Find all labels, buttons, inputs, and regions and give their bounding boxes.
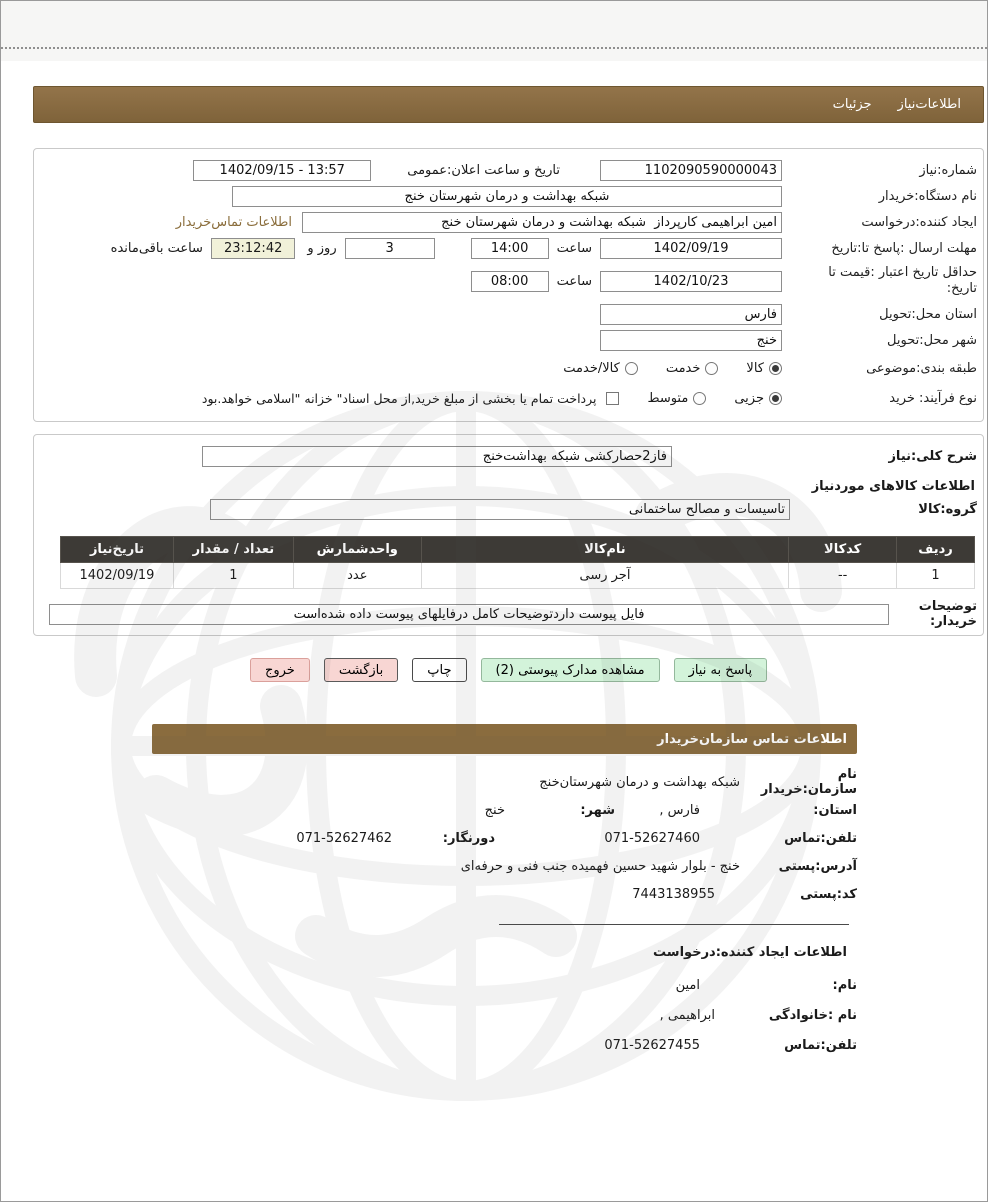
org-phone-value: 071-52627460 bbox=[604, 830, 700, 846]
delivery-province-input[interactable] bbox=[600, 304, 782, 325]
price-validity-date-input[interactable] bbox=[600, 271, 782, 292]
buyer-org-row bbox=[40, 183, 977, 209]
items-table-header-row bbox=[61, 537, 975, 563]
goods-group-label: گروه:کالا bbox=[918, 501, 977, 517]
top-strip bbox=[1, 1, 987, 61]
reply-deadline-hour-label: ساعت bbox=[556, 240, 592, 256]
org-province-value: فارس , bbox=[659, 802, 700, 818]
buyer-org-label: نام دستگاه:خریدار bbox=[878, 188, 977, 204]
col-row-number: ردیف bbox=[897, 537, 975, 563]
request-creator-label: ایجاد کننده:درخواست bbox=[861, 214, 977, 230]
medium-purchase-radio[interactable] bbox=[693, 392, 706, 405]
reply-deadline-time-input[interactable] bbox=[471, 238, 549, 259]
delivery-province-row bbox=[40, 301, 977, 327]
creator-last-name-value: ابراهیمی , bbox=[659, 1007, 715, 1023]
org-contact-bar bbox=[152, 724, 857, 754]
announce-date-input[interactable] bbox=[193, 160, 371, 181]
need-detail-panel bbox=[33, 434, 984, 636]
need-info-panel bbox=[33, 148, 984, 422]
org-contact-bar-title: اطلاعات تماس سازمان‌خریدار bbox=[657, 731, 847, 747]
postal-code-row bbox=[152, 880, 857, 908]
creator-last-name-label: نام :خانوادگی bbox=[768, 1007, 857, 1023]
goods-group-input[interactable] bbox=[210, 499, 790, 520]
delivery-city-input[interactable] bbox=[600, 330, 782, 351]
goods-service-radio-label: کالا/خدمت bbox=[563, 360, 620, 376]
price-validity-label-line1: حداقل تاریخ اعتبار :قیمت تا bbox=[828, 265, 977, 280]
goods-group-row bbox=[40, 496, 977, 522]
respond-button[interactable]: پاسخ به نیاز bbox=[674, 658, 768, 682]
items-heading: اطلاعات کالاهای موردنیاز bbox=[811, 479, 975, 494]
treasury-note: پرداخت تمام یا بخشی از مبلغ خرید,از محل اسناد" خزانه "اسلامی خواهد.بود bbox=[201, 390, 597, 406]
goods-radio[interactable] bbox=[769, 362, 782, 375]
creator-first-name-row bbox=[152, 970, 857, 1000]
need-summary-input[interactable] bbox=[202, 446, 672, 467]
goods-radio-label: کالا bbox=[746, 360, 764, 376]
exit-button[interactable]: خروج bbox=[250, 658, 310, 682]
org-address-label: آدرس:پستی bbox=[778, 858, 857, 874]
minor-purchase-radio-label: جزیی bbox=[734, 390, 764, 406]
hours-remaining-label: ساعت باقی‌مانده bbox=[110, 240, 203, 256]
countdown-badge: 23:12:42 bbox=[211, 238, 295, 259]
subject-class-row bbox=[40, 353, 977, 383]
subject-option-service bbox=[666, 361, 719, 376]
org-city-label: شهر: bbox=[580, 802, 615, 818]
items-table bbox=[60, 536, 975, 589]
cell-row-number: 1 bbox=[897, 563, 975, 589]
process-type-label: نوع فرآیند: خرید bbox=[889, 390, 977, 406]
dotted-divider bbox=[1, 47, 987, 49]
request-creator-input[interactable] bbox=[302, 212, 782, 233]
phone-fax-row bbox=[152, 824, 857, 852]
need-number-input[interactable] bbox=[600, 160, 782, 181]
buyer-org-input[interactable] bbox=[232, 186, 782, 207]
subject-class-label: طبقه بندی:موضوعی bbox=[866, 360, 977, 376]
col-unit: واحدشمارش bbox=[293, 537, 421, 563]
tab-details[interactable]: جزئیات bbox=[832, 97, 872, 112]
treasury-checkbox[interactable] bbox=[606, 392, 619, 405]
process-type-row bbox=[40, 383, 977, 413]
address-row bbox=[152, 852, 857, 880]
reply-deadline-date-input[interactable] bbox=[600, 238, 782, 259]
subject-option-goods bbox=[746, 361, 782, 376]
org-province-label: استان: bbox=[813, 802, 857, 818]
table-row bbox=[61, 563, 975, 589]
service-radio-label: خدمت bbox=[665, 360, 701, 376]
need-number-row bbox=[40, 157, 977, 183]
cell-unit: عدد bbox=[293, 563, 421, 589]
days-and-label: روز و bbox=[307, 240, 337, 256]
cell-need-date: 1402/09/19 bbox=[61, 563, 174, 589]
request-creator-row bbox=[40, 209, 977, 235]
process-option-minor bbox=[734, 391, 782, 406]
buyer-description-label-line2: خریدار: bbox=[930, 614, 977, 629]
buyer-description-label-line1: توضیحات bbox=[918, 599, 977, 614]
reply-deadline-label: مهلت ارسال :پاسخ تا:تاریخ bbox=[831, 240, 977, 256]
price-validity-row bbox=[40, 261, 977, 301]
creator-phone-label: تلفن:تماس bbox=[784, 1037, 857, 1053]
minor-purchase-radio[interactable] bbox=[769, 392, 782, 405]
delivery-city-label: شهر محل:تحویل bbox=[887, 332, 977, 348]
delivery-province-label: استان محل:تحویل bbox=[879, 306, 977, 322]
service-radio[interactable] bbox=[705, 362, 718, 375]
tab-bar bbox=[33, 86, 984, 123]
col-quantity: تعداد / مقدار bbox=[173, 537, 293, 563]
postal-code-value: 7443138955 bbox=[632, 886, 715, 902]
buyer-description-row bbox=[40, 601, 977, 627]
subject-option-goods-service bbox=[563, 361, 638, 376]
action-buttons bbox=[33, 658, 984, 682]
org-fax-value: 071-52627462 bbox=[296, 830, 392, 846]
print-button[interactable]: چاپ bbox=[412, 658, 466, 682]
cell-item-name: آجر رسی bbox=[421, 563, 788, 589]
need-summary-label: شرح کلی:نیاز bbox=[888, 448, 977, 464]
remaining-days-input[interactable] bbox=[345, 238, 435, 259]
announce-date-label: تاریخ و ساعت اعلان:عمومی bbox=[407, 162, 560, 178]
creator-last-name-row bbox=[152, 1000, 857, 1030]
goods-service-radio[interactable] bbox=[625, 362, 638, 375]
col-item-name: نام‌کالا bbox=[421, 537, 788, 563]
org-city-value: خنج bbox=[484, 802, 505, 818]
org-contact-section bbox=[152, 768, 857, 1060]
postal-code-label: کد:پستی bbox=[800, 886, 857, 902]
org-name-value: شبکه بهداشت و درمان شهرستان‌خنج bbox=[539, 774, 740, 790]
org-phone-label: تلفن:تماس bbox=[784, 830, 857, 846]
cell-item-code: -- bbox=[789, 563, 897, 589]
delivery-city-row bbox=[40, 327, 977, 353]
creator-phone-value: 071-52627455 bbox=[604, 1037, 700, 1053]
buyer-contact-link[interactable]: اطلاعات تماس‌خریدار bbox=[175, 214, 292, 230]
org-name-row bbox=[152, 768, 857, 796]
view-attachments-button[interactable]: مشاهده مدارک پیوستی (2) bbox=[481, 658, 660, 682]
col-need-date: تاریخ‌نیاز bbox=[61, 537, 174, 563]
medium-purchase-radio-label: متوسط bbox=[647, 390, 689, 406]
cell-quantity: 1 bbox=[173, 563, 293, 589]
price-validity-time-input[interactable] bbox=[471, 271, 549, 292]
creator-phone-row bbox=[152, 1030, 857, 1060]
need-number-label: شماره:نیاز bbox=[919, 162, 977, 178]
buyer-description-input[interactable] bbox=[49, 604, 889, 625]
price-validity-label bbox=[782, 265, 977, 297]
creator-first-name-label: نام: bbox=[832, 977, 857, 993]
org-name-label: نام سازمان:خریدار bbox=[760, 767, 857, 797]
creator-info-heading: اطلاعات ایجاد کننده:درخواست bbox=[653, 945, 847, 960]
process-option-medium bbox=[647, 391, 706, 406]
org-fax-label: دورنگار: bbox=[442, 830, 495, 846]
col-item-code: کدکالا bbox=[789, 537, 897, 563]
back-button[interactable]: بازگشت bbox=[324, 658, 398, 682]
province-city-row bbox=[152, 796, 857, 824]
tab-need-info[interactable]: اطلاعات‌نیاز bbox=[897, 97, 961, 112]
need-summary-row bbox=[40, 443, 977, 469]
creator-first-name-value: امین bbox=[675, 977, 700, 993]
reply-deadline-row bbox=[40, 235, 977, 261]
section-divider bbox=[499, 924, 849, 925]
price-validity-hour-label: ساعت bbox=[556, 273, 592, 289]
org-address-value: خنج - بلوار شهید حسین فهمیده جنب فنی و حرفه‌ای bbox=[460, 858, 740, 874]
price-validity-label-line2: تاریخ: bbox=[946, 281, 977, 296]
buyer-description-label bbox=[897, 599, 977, 629]
